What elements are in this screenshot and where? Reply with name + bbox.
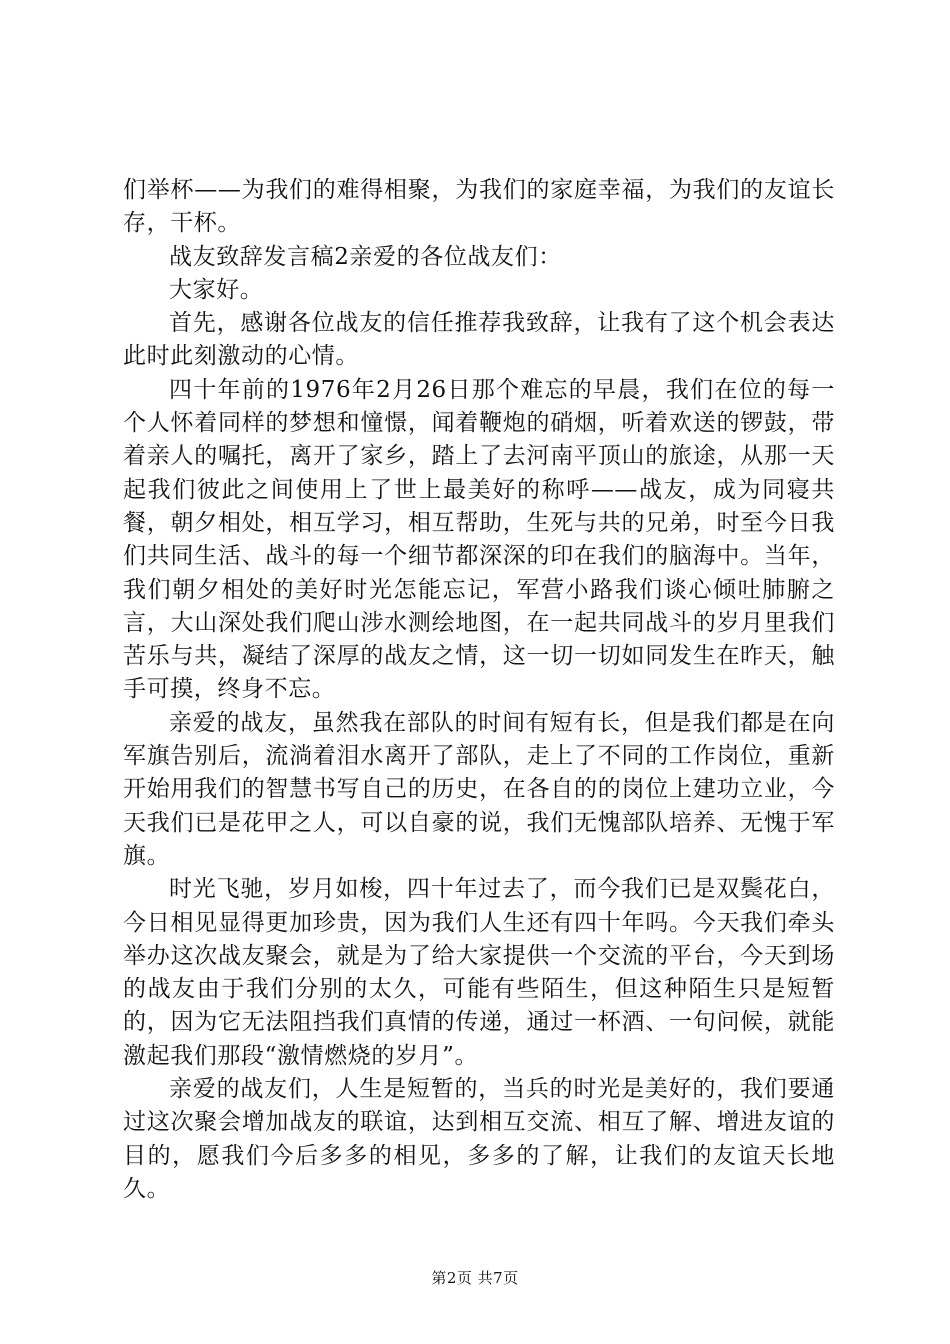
paragraph-7: 时光飞驰，岁月如梭，四十年过去了，而今我们已是双鬓花白，今日相见显得更加珍贵，因为我们人生还有四十年吗。今天我们牵头举办这次战友聚会，就是为了给大家提供一个交流的平台，今天到场的战友由于我们分别的太久，可能有些陌生，但这种陌生只是短暂的，因为它无法阻挡我们真情的传递，通过一杯酒、一句问候，就能激起我们那段“激情燃烧的岁月”。 (123, 876, 835, 1069)
paragraph-3: 大家好。 (169, 276, 264, 303)
paragraph-5: 四十年前的1976年2月26日那个难忘的早晨，我们在位的每一个人怀着同样的梦想和憧憬，闻着鞭炮的硝烟，听着欢送的锣鼓，带着亲人的嘱托，离开了家乡，踏上了去河南平顶山的旅途，从那一天起我们彼此之间使用上了世上最美好的称呼——战友，成为同寝共餐，朝夕相处，相互学习，相互帮助，生死与共的兄弟，时至今日我们共同生活、战斗的每一个细节都深深的印在我们的脑海中。当年，我们朝夕相处的美好时光怎能忘记，军营小路我们谈心倾吐肺腑之言，大山深处我们爬山涉水测绘地图，在一起共同战斗的岁月里我们苦乐与共，凝结了深厚的战友之情，这一切一切如同发生在昨天，触手可摸，终身不忘。 (123, 376, 835, 703)
paragraph-6: 亲爱的战友，虽然我在部队的时间有短有长，但是我们都是在向军旗告别后，流淌着泪水离开了部队，走上了不同的工作岗位，重新开始用我们的智慧书写自己的历史，在各自的的岗位上建功立业，今天我们已是花甲之人，可以自豪的说，我们无愧部队培养、无愧于军旗。 (123, 709, 835, 869)
document-body (123, 174, 835, 1206)
paragraph-2: 战友致辞发言稿2亲爱的各位战友们： (169, 243, 562, 270)
page-number-footer: 第2页 共7页 (431, 1269, 519, 1287)
paragraph-8: 亲爱的战友们，人生是短暂的，当兵的时光是美好的，我们要通过这次聚会增加战友的联谊，达到相互交流、相互了解、增进友谊的目的，愿我们今后多多的相见，多多的了解，让我们的友谊天长地久。 (123, 1076, 835, 1202)
paragraph-4: 首先，感谢各位战友的信任推荐我致辞，让我有了这个机会表达此时此刻激动的心情。 (123, 310, 835, 370)
paragraph-1: 们举杯——为我们的难得相聚，为我们的家庭幸福，为我们的友谊长存，干杯。 (123, 177, 835, 237)
